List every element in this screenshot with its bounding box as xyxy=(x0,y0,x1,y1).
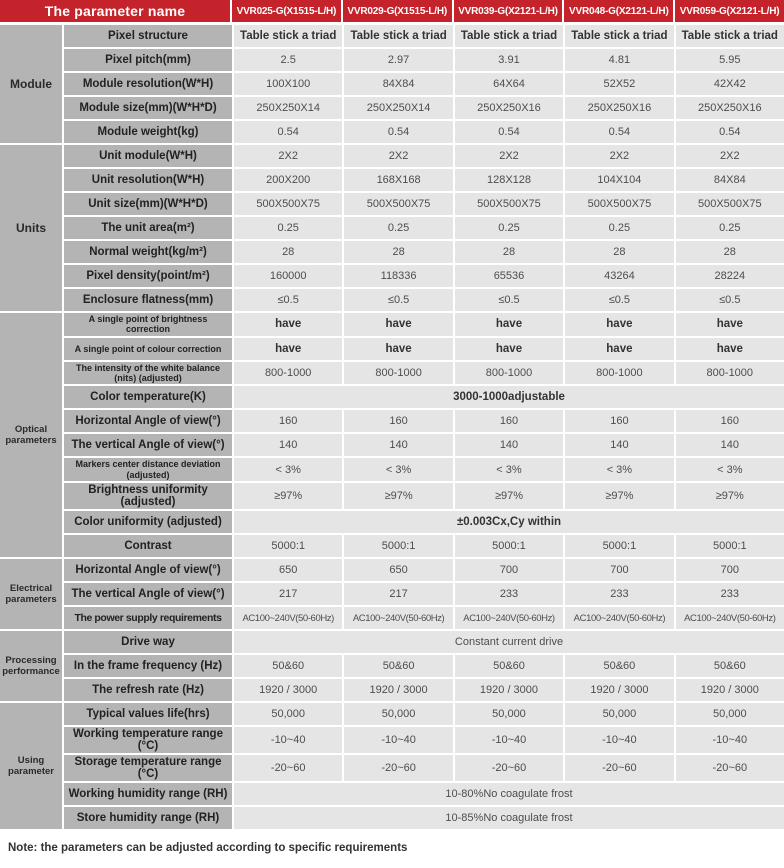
value-cell: 0.54 xyxy=(344,121,452,143)
value-cell: 64X64 xyxy=(455,73,563,95)
value-cell: 800-1000 xyxy=(676,362,784,385)
value-cell: 28 xyxy=(676,241,784,263)
header-model-cell: VVR029-G(X1515-L/H) xyxy=(343,0,452,22)
value-cell: 50,000 xyxy=(455,703,563,725)
header-model-cell: VVR059-G(X2121-L/H) xyxy=(675,0,784,22)
value-cell: 160 xyxy=(676,410,784,432)
param-label-cell: Enclosure flatness(mm) xyxy=(64,289,232,311)
param-label-cell: Working temperature range (°C) xyxy=(64,727,232,753)
value-cell: have xyxy=(344,313,452,336)
value-cell: 1920 / 3000 xyxy=(676,679,784,701)
param-label-cell: Working humidity range (RH) xyxy=(64,783,232,805)
value-cell: 65536 xyxy=(455,265,563,287)
value-cell: 0.25 xyxy=(344,217,452,239)
value-cell: < 3% xyxy=(565,458,673,481)
value-cell: 140 xyxy=(344,434,452,456)
value-cell: Table stick a triad xyxy=(455,25,563,47)
value-cell: 50&60 xyxy=(344,655,452,677)
value-cell: ≤0.5 xyxy=(455,289,563,311)
value-cell: have xyxy=(344,338,452,360)
spec-section xyxy=(0,25,784,143)
spec-section xyxy=(0,559,784,629)
param-label-cell: The power supply requirements xyxy=(64,607,232,629)
value-cell: have xyxy=(455,313,563,336)
value-cell: 500X500X75 xyxy=(344,193,452,215)
param-label-cell: The vertical Angle of view(°) xyxy=(64,434,232,456)
value-cell: 2X2 xyxy=(676,145,784,167)
value-cell: 50&60 xyxy=(676,655,784,677)
value-cell: < 3% xyxy=(676,458,784,481)
value-cell: 233 xyxy=(676,583,784,605)
param-label-cell: Markers center distance deviation (adjusted) xyxy=(64,458,232,481)
value-cell: 160 xyxy=(565,410,673,432)
param-label-cell: The intensity of the white balance (nits) (adjusted) xyxy=(64,362,232,385)
section-label-cell: Processing performance xyxy=(0,631,62,701)
param-label-cell: The unit area(m²) xyxy=(64,217,232,239)
param-label-cell: Unit module(W*H) xyxy=(64,145,232,167)
value-cell: 0.54 xyxy=(676,121,784,143)
value-cell: -10~40 xyxy=(676,727,784,753)
value-cell: 5000:1 xyxy=(565,535,673,557)
spec-section xyxy=(0,145,784,311)
value-cell: 2.97 xyxy=(344,49,452,71)
header-model-cell: VVR025-G(X1515-L/H) xyxy=(232,0,341,22)
value-cell: 2X2 xyxy=(455,145,563,167)
value-cell: have xyxy=(676,313,784,336)
param-label-cell: Module resolution(W*H) xyxy=(64,73,232,95)
header-model-cell: VVR048-G(X2121-L/H) xyxy=(564,0,673,22)
table-header-row xyxy=(0,0,784,22)
param-label-cell: Unit resolution(W*H) xyxy=(64,169,232,191)
param-label-cell: Contrast xyxy=(64,535,232,557)
value-cell: AC100~240V(50-60Hz) xyxy=(455,607,563,629)
value-cell: ≤0.5 xyxy=(344,289,452,311)
value-cell: 0.54 xyxy=(234,121,342,143)
value-cell: 168X168 xyxy=(344,169,452,191)
value-cell: 43264 xyxy=(565,265,673,287)
value-cell: AC100~240V(50-60Hz) xyxy=(234,607,342,629)
span-value-cell: 10-85%No coagulate frost xyxy=(234,807,784,829)
value-cell: have xyxy=(234,338,342,360)
param-label-cell: Color uniformity (adjusted) xyxy=(64,511,232,533)
value-cell: 650 xyxy=(344,559,452,581)
value-cell: 5000:1 xyxy=(455,535,563,557)
value-cell: ≥97% xyxy=(676,483,784,509)
value-cell: have xyxy=(455,338,563,360)
value-cell: 160000 xyxy=(234,265,342,287)
value-cell: -20~60 xyxy=(565,755,673,781)
value-cell: 128X128 xyxy=(455,169,563,191)
param-label-cell: Pixel structure xyxy=(64,25,232,47)
value-cell: 3.91 xyxy=(455,49,563,71)
param-label-cell: Module size(mm)(W*H*D) xyxy=(64,97,232,119)
section-label-cell: Units xyxy=(0,145,62,311)
param-label-cell: Typical values life(hrs) xyxy=(64,703,232,725)
value-cell: -10~40 xyxy=(455,727,563,753)
value-cell: 0.25 xyxy=(455,217,563,239)
param-label-cell: In the frame frequency (Hz) xyxy=(64,655,232,677)
value-cell: 50&60 xyxy=(234,655,342,677)
value-cell: 118336 xyxy=(344,265,452,287)
value-cell: 52X52 xyxy=(565,73,673,95)
value-cell: -10~40 xyxy=(234,727,342,753)
section-label-cell: Optical parameters xyxy=(0,313,62,557)
value-cell: 5000:1 xyxy=(344,535,452,557)
param-label-cell: Pixel pitch(mm) xyxy=(64,49,232,71)
value-cell: have xyxy=(234,313,342,336)
param-label-cell: Brightness uniformity (adjusted) xyxy=(64,483,232,509)
value-cell: 217 xyxy=(344,583,452,605)
param-label-cell: Storage temperature range (°C) xyxy=(64,755,232,781)
value-cell: AC100~240V(50-60Hz) xyxy=(565,607,673,629)
value-cell: < 3% xyxy=(234,458,342,481)
value-cell: 0.25 xyxy=(234,217,342,239)
value-cell: 28 xyxy=(565,241,673,263)
value-cell: 2X2 xyxy=(344,145,452,167)
value-cell: 500X500X75 xyxy=(234,193,342,215)
value-cell: 4.81 xyxy=(565,49,673,71)
value-cell: 2X2 xyxy=(565,145,673,167)
param-label-cell: Color temperature(K) xyxy=(64,386,232,408)
value-cell: 800-1000 xyxy=(565,362,673,385)
param-label-cell: Module weight(kg) xyxy=(64,121,232,143)
value-cell: 50&60 xyxy=(455,655,563,677)
value-cell: 28 xyxy=(234,241,342,263)
value-cell: 50,000 xyxy=(234,703,342,725)
value-cell: 250X250X16 xyxy=(565,97,673,119)
spec-section xyxy=(0,703,784,829)
value-cell: 500X500X75 xyxy=(565,193,673,215)
value-cell: 800-1000 xyxy=(234,362,342,385)
value-cell: Table stick a triad xyxy=(676,25,784,47)
note-text: Note: the parameters can be adjusted according to specific requirements xyxy=(8,842,408,855)
value-cell: Table stick a triad xyxy=(565,25,673,47)
value-cell: 5.95 xyxy=(676,49,784,71)
param-label-cell: Horizontal Angle of view(°) xyxy=(64,559,232,581)
value-cell: -10~40 xyxy=(565,727,673,753)
value-cell: 160 xyxy=(344,410,452,432)
value-cell: -10~40 xyxy=(344,727,452,753)
param-label-cell: The refresh rate (Hz) xyxy=(64,679,232,701)
value-cell: 500X500X75 xyxy=(455,193,563,215)
value-cell: 700 xyxy=(676,559,784,581)
value-cell: 0.54 xyxy=(565,121,673,143)
spec-section xyxy=(0,313,784,557)
value-cell: 200X200 xyxy=(234,169,342,191)
spec-table-body xyxy=(0,25,784,829)
value-cell: 233 xyxy=(455,583,563,605)
value-cell: -20~60 xyxy=(234,755,342,781)
param-label-cell: Drive way xyxy=(64,631,232,653)
value-cell: 0.25 xyxy=(565,217,673,239)
value-cell: 250X250X16 xyxy=(455,97,563,119)
value-cell: ≥97% xyxy=(344,483,452,509)
value-cell: 1920 / 3000 xyxy=(344,679,452,701)
value-cell: 104X104 xyxy=(565,169,673,191)
value-cell: ≥97% xyxy=(234,483,342,509)
value-cell: 233 xyxy=(565,583,673,605)
span-value-cell: ±0.003Cx,Cy within xyxy=(234,511,784,533)
value-cell: 50,000 xyxy=(676,703,784,725)
value-cell: AC100~240V(50-60Hz) xyxy=(344,607,452,629)
value-cell: have xyxy=(676,338,784,360)
value-cell: ≥97% xyxy=(565,483,673,509)
param-label-cell: Pixel density(point/m²) xyxy=(64,265,232,287)
value-cell: 800-1000 xyxy=(455,362,563,385)
value-cell: 5000:1 xyxy=(234,535,342,557)
value-cell: Table stick a triad xyxy=(234,25,342,47)
span-value-cell: 3000-1000adjustable xyxy=(234,386,784,408)
span-value-cell: Constant current drive xyxy=(234,631,784,653)
spec-section xyxy=(0,631,784,701)
value-cell: 650 xyxy=(234,559,342,581)
value-cell: ≤0.5 xyxy=(565,289,673,311)
value-cell: 0.25 xyxy=(676,217,784,239)
value-cell: have xyxy=(565,338,673,360)
value-cell: 5000:1 xyxy=(676,535,784,557)
value-cell: 28 xyxy=(455,241,563,263)
value-cell: 50&60 xyxy=(565,655,673,677)
value-cell: 250X250X14 xyxy=(234,97,342,119)
value-cell: 42X42 xyxy=(676,73,784,95)
value-cell: 700 xyxy=(565,559,673,581)
value-cell: 84X84 xyxy=(344,73,452,95)
value-cell: 160 xyxy=(455,410,563,432)
value-cell: 2X2 xyxy=(234,145,342,167)
value-cell: < 3% xyxy=(344,458,452,481)
value-cell: 160 xyxy=(234,410,342,432)
value-cell: 217 xyxy=(234,583,342,605)
value-cell: 84X84 xyxy=(676,169,784,191)
value-cell: -20~60 xyxy=(344,755,452,781)
value-cell: 1920 / 3000 xyxy=(234,679,342,701)
value-cell: 28 xyxy=(344,241,452,263)
param-label-cell: Normal weight(kg/m²) xyxy=(64,241,232,263)
value-cell: have xyxy=(565,313,673,336)
section-label-cell: Electrical parameters xyxy=(0,559,62,629)
value-cell: 2.5 xyxy=(234,49,342,71)
header-model-cell: VVR039-G(X2121-L/H) xyxy=(454,0,563,22)
header-param-name-cell: The parameter name xyxy=(0,0,230,22)
value-cell: < 3% xyxy=(455,458,563,481)
value-cell: 50,000 xyxy=(565,703,673,725)
value-cell: 250X250X16 xyxy=(676,97,784,119)
value-cell: AC100~240V(50-60Hz) xyxy=(676,607,784,629)
value-cell: 0.54 xyxy=(455,121,563,143)
value-cell: ≤0.5 xyxy=(676,289,784,311)
value-cell: Table stick a triad xyxy=(344,25,452,47)
param-label-cell: The vertical Angle of view(°) xyxy=(64,583,232,605)
value-cell: ≤0.5 xyxy=(234,289,342,311)
param-label-cell: Unit size(mm)(W*H*D) xyxy=(64,193,232,215)
section-label-cell: Using parameter xyxy=(0,703,62,829)
value-cell: 140 xyxy=(676,434,784,456)
value-cell: 700 xyxy=(455,559,563,581)
param-label-cell: Store humidity range (RH) xyxy=(64,807,232,829)
value-cell: -20~60 xyxy=(455,755,563,781)
value-cell: 140 xyxy=(565,434,673,456)
value-cell: 140 xyxy=(455,434,563,456)
param-label-cell: Horizontal Angle of view(°) xyxy=(64,410,232,432)
param-label-cell: A single point of colour correction xyxy=(64,338,232,360)
span-value-cell: 10-80%No coagulate frost xyxy=(234,783,784,805)
value-cell: 100X100 xyxy=(234,73,342,95)
value-cell: 1920 / 3000 xyxy=(455,679,563,701)
section-label-cell: Module xyxy=(0,25,62,143)
value-cell: 50,000 xyxy=(344,703,452,725)
value-cell: 1920 / 3000 xyxy=(565,679,673,701)
value-cell: ≥97% xyxy=(455,483,563,509)
value-cell: 28224 xyxy=(676,265,784,287)
value-cell: 140 xyxy=(234,434,342,456)
value-cell: 250X250X14 xyxy=(344,97,452,119)
param-label-cell: A single point of brightness correction xyxy=(64,313,232,336)
value-cell: 800-1000 xyxy=(344,362,452,385)
value-cell: -20~60 xyxy=(676,755,784,781)
value-cell: 500X500X75 xyxy=(676,193,784,215)
